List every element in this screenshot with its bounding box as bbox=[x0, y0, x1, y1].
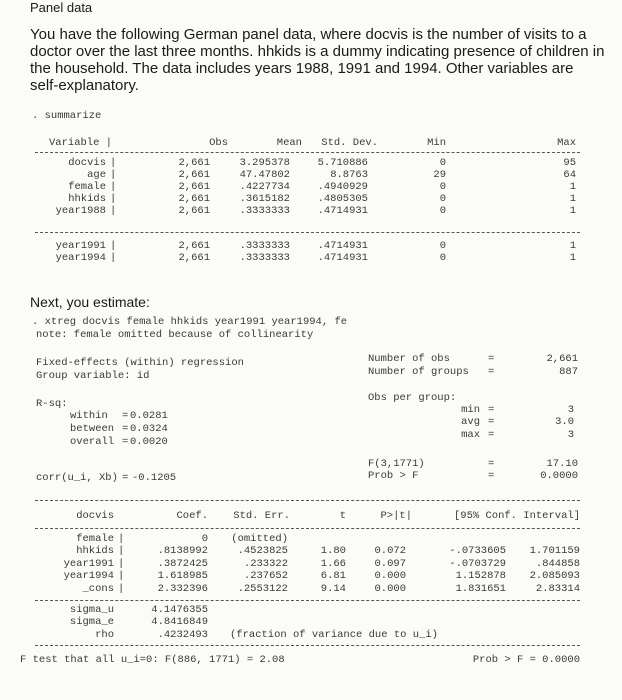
coef-t: 1.66 bbox=[320, 558, 346, 570]
summarize-divider-mid bbox=[35, 232, 580, 233]
nobs-label: Number of obs bbox=[368, 353, 450, 365]
summarize-sd: .4940929 bbox=[317, 181, 368, 193]
coef-ci-low: -.0733605 bbox=[449, 545, 506, 557]
within-label: within bbox=[70, 410, 108, 422]
summarize-sd: 8.8763 bbox=[330, 169, 368, 181]
coef-ci-high: 2.83314 bbox=[535, 583, 580, 595]
summarize-command: . summarize bbox=[32, 110, 102, 122]
obs-per-group-label: Obs per group: bbox=[368, 392, 457, 404]
summarize-obs: 2,661 bbox=[178, 193, 210, 205]
summarize-mean: .3333333 bbox=[239, 252, 290, 264]
summarize-variable: year1994 bbox=[55, 252, 106, 264]
ngroups-value: 887 bbox=[559, 366, 578, 378]
summarize-max: 95 bbox=[563, 157, 576, 169]
column-separator: | bbox=[118, 558, 125, 570]
coef-divider-low bbox=[35, 600, 580, 601]
sigma-u-value: 4.1476355 bbox=[151, 604, 208, 616]
column-separator: | bbox=[118, 545, 125, 557]
coef-value: 1.618985 bbox=[157, 570, 208, 582]
rho-note: (fraction of variance due to u_i) bbox=[230, 629, 438, 641]
ftest-prob: Prob > F = 0.0000 bbox=[472, 654, 580, 666]
summarize-min: 0 bbox=[439, 205, 446, 217]
regression-title: Fixed-effects (within) regression bbox=[36, 357, 244, 369]
coef-ci-low: 1.152878 bbox=[455, 570, 506, 582]
summarize-sd: 5.710886 bbox=[317, 157, 368, 169]
probf-label: Prob > F bbox=[368, 470, 419, 482]
summarize-max: 1 bbox=[569, 193, 576, 205]
coef-divider-mid bbox=[35, 528, 580, 529]
overall-label: overall bbox=[70, 436, 115, 448]
summarize-mean: .3615182 bbox=[239, 193, 290, 205]
summarize-column-header: Variable | bbox=[48, 137, 112, 149]
column-separator: | bbox=[110, 193, 117, 205]
eq-sign: = bbox=[122, 410, 129, 422]
summarize-obs: 2,661 bbox=[178, 181, 210, 193]
min-label: min bbox=[461, 404, 480, 416]
summarize-mean: 47.47802 bbox=[239, 169, 290, 181]
summarize-max: 1 bbox=[569, 240, 576, 252]
coef-ci-high: .844858 bbox=[535, 558, 580, 570]
corr-value: -0.1205 bbox=[132, 472, 177, 484]
rsq-label: R-sq: bbox=[36, 398, 68, 410]
summarize-variable: female bbox=[68, 181, 106, 193]
coef-p: 0.072 bbox=[374, 545, 406, 557]
summarize-obs: 2,661 bbox=[178, 252, 210, 264]
coef-std-err: (omitted) bbox=[231, 533, 288, 545]
summarize-divider-top bbox=[35, 152, 580, 153]
eq-sign: = bbox=[488, 353, 495, 365]
summarize-min: 0 bbox=[439, 181, 446, 193]
summarize-min: 0 bbox=[439, 157, 446, 169]
summarize-obs: 2,661 bbox=[178, 205, 210, 217]
eq-sign: = bbox=[488, 416, 495, 428]
coef-variable: _cons bbox=[82, 583, 114, 595]
sigma-u-label: sigma_u bbox=[69, 604, 114, 616]
group-variable: Group variable: id bbox=[36, 370, 150, 382]
sigma-e-label: sigma_e bbox=[69, 616, 114, 628]
summarize-mean: 3.295378 bbox=[239, 157, 290, 169]
coef-variable: hhkids bbox=[76, 545, 114, 557]
summarize-min: 0 bbox=[439, 252, 446, 264]
summarize-max: 1 bbox=[569, 181, 576, 193]
summarize-min: 29 bbox=[433, 169, 446, 181]
f-label: F(3,1771) bbox=[368, 458, 425, 470]
summarize-variable: hhkids bbox=[68, 193, 106, 205]
overall-value: 0.0020 bbox=[130, 436, 168, 448]
eq-sign: = bbox=[122, 423, 129, 435]
eq-sign: = bbox=[488, 429, 495, 441]
max-label: max bbox=[461, 429, 480, 441]
column-separator: | bbox=[110, 169, 117, 181]
coef-t: 9.14 bbox=[320, 583, 346, 595]
eq-sign: = bbox=[488, 470, 495, 482]
between-label: between bbox=[70, 423, 115, 435]
summarize-column-header: Max bbox=[557, 137, 576, 149]
coef-column-header: [95% Conf. Interval] bbox=[453, 510, 580, 522]
coef-column-header: Coef. bbox=[176, 510, 208, 522]
column-separator: | bbox=[118, 583, 125, 595]
coef-column-header: t bbox=[339, 510, 346, 522]
coef-value: 0 bbox=[201, 533, 208, 545]
summarize-max: 1 bbox=[569, 252, 576, 264]
coef-value: .3872425 bbox=[157, 558, 208, 570]
summarize-column-header: Mean bbox=[276, 137, 302, 149]
coef-column-header: P>|t| bbox=[380, 510, 412, 522]
summarize-variable: docvis bbox=[68, 157, 106, 169]
summarize-column-header: Min bbox=[427, 137, 446, 149]
coef-variable: year1991 bbox=[63, 558, 114, 570]
probf-value: 0.0000 bbox=[540, 470, 578, 482]
column-separator: | bbox=[118, 570, 125, 582]
coef-column-header: docvis bbox=[76, 510, 114, 522]
xtreg-command: . xtreg docvis female hhkids year1991 year1994, fe bbox=[32, 316, 348, 328]
ftest-text: F test that all u_i=0: F(886, 1771) = 2.08 bbox=[20, 654, 285, 666]
coef-column-header: Std. Err. bbox=[233, 510, 290, 522]
coef-std-err: .233322 bbox=[243, 558, 288, 570]
intro-paragraph: You have the following German panel data, where docvis is the number of visits to a doctor over the last three months. hhkids is a dummy indicating presence of children in the household. The data includes years 1988, 1991 and 1994. Other variables are self-explanatory. bbox=[30, 26, 605, 94]
eq-sign: = bbox=[488, 366, 495, 378]
coef-variable: year1994 bbox=[63, 570, 114, 582]
summarize-sd: .4714931 bbox=[317, 240, 368, 252]
coef-p: 0.097 bbox=[374, 558, 406, 570]
summarize-max: 1 bbox=[569, 205, 576, 217]
summarize-obs: 2,661 bbox=[178, 240, 210, 252]
section-header: Panel data bbox=[30, 0, 93, 15]
eq-sign: = bbox=[488, 404, 495, 416]
summarize-mean: .3333333 bbox=[239, 205, 290, 217]
coef-t: 6.81 bbox=[320, 570, 346, 582]
summarize-variable: age bbox=[87, 169, 106, 181]
ngroups-label: Number of groups bbox=[368, 366, 469, 378]
coef-divider-bottom bbox=[35, 645, 580, 646]
column-separator: | bbox=[110, 157, 117, 169]
estimate-heading: Next, you estimate: bbox=[30, 294, 150, 310]
coef-value: .8138992 bbox=[157, 545, 208, 557]
avg-label: avg bbox=[461, 416, 480, 428]
column-separator: | bbox=[110, 205, 117, 217]
summarize-max: 64 bbox=[563, 169, 576, 181]
summarize-sd: .4714931 bbox=[317, 205, 368, 217]
sigma-e-value: 4.8416849 bbox=[151, 616, 208, 628]
summarize-mean: .4227734 bbox=[239, 181, 290, 193]
coef-p: 0.000 bbox=[374, 570, 406, 582]
coef-p: 0.000 bbox=[374, 583, 406, 595]
coef-std-err: .2553122 bbox=[237, 583, 288, 595]
collinearity-note: note: female omitted because of collinearity bbox=[36, 329, 314, 341]
eq-sign: = bbox=[122, 472, 129, 484]
avg-value: 3.0 bbox=[555, 416, 574, 428]
eq-sign: = bbox=[488, 458, 495, 470]
eq-sign: = bbox=[122, 436, 129, 448]
summarize-obs: 2,661 bbox=[178, 169, 210, 181]
rho-label: rho bbox=[95, 629, 114, 641]
coef-t: 1.80 bbox=[320, 545, 346, 557]
summarize-sd: .4714931 bbox=[317, 252, 368, 264]
summarize-variable: year1988 bbox=[55, 205, 106, 217]
column-separator: | bbox=[110, 252, 117, 264]
coef-value: 2.332396 bbox=[157, 583, 208, 595]
coef-divider-top bbox=[35, 500, 580, 501]
between-value: 0.0324 bbox=[130, 423, 168, 435]
max-value: 3 bbox=[567, 429, 574, 441]
rho-value: .4232493 bbox=[157, 629, 208, 641]
summarize-column-header: Obs bbox=[209, 137, 228, 149]
summarize-obs: 2,661 bbox=[178, 157, 210, 169]
within-value: 0.0281 bbox=[130, 410, 168, 422]
coef-std-err: .237652 bbox=[243, 570, 288, 582]
coef-std-err: .4523825 bbox=[237, 545, 288, 557]
column-separator: | bbox=[118, 533, 125, 545]
summarize-sd: .4805305 bbox=[317, 193, 368, 205]
corr-label: corr(u_i, Xb) bbox=[36, 472, 118, 484]
column-separator: | bbox=[110, 181, 117, 193]
summarize-min: 0 bbox=[439, 193, 446, 205]
min-value: 3 bbox=[567, 404, 574, 416]
summarize-column-header: Std. Dev. bbox=[321, 137, 378, 149]
coef-ci-high: 1.701159 bbox=[529, 545, 580, 557]
coef-ci-high: 2.085093 bbox=[529, 570, 580, 582]
coef-variable: female bbox=[76, 533, 114, 545]
f-value: 17.10 bbox=[546, 458, 578, 470]
summarize-min: 0 bbox=[439, 240, 446, 252]
coef-ci-low: -.0703729 bbox=[449, 558, 506, 570]
column-separator: | bbox=[110, 240, 117, 252]
nobs-value: 2,661 bbox=[546, 353, 578, 365]
coef-ci-low: 1.831651 bbox=[455, 583, 506, 595]
summarize-mean: .3333333 bbox=[239, 240, 290, 252]
summarize-variable: year1991 bbox=[55, 240, 106, 252]
